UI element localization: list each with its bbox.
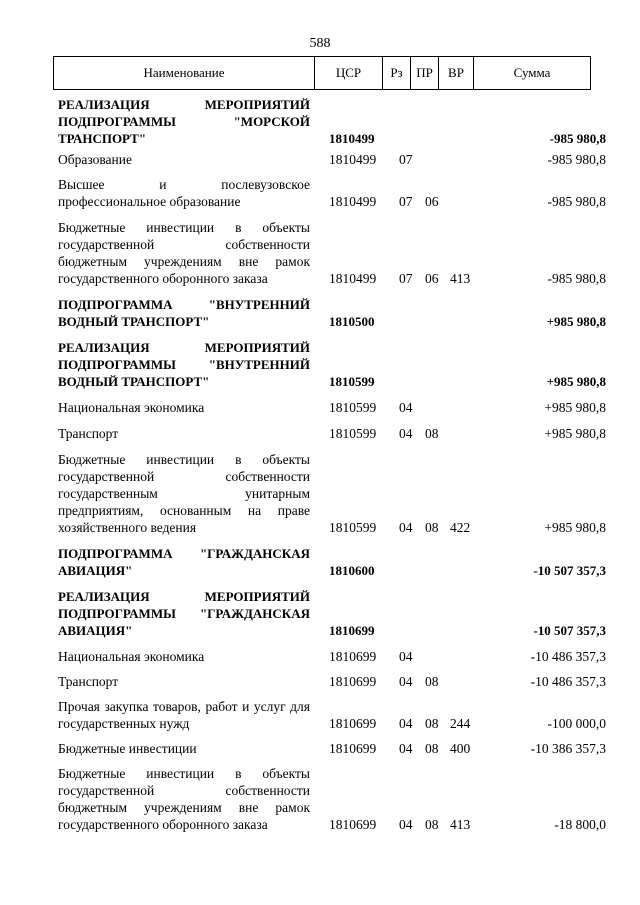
- table-row: [0, 698, 640, 732]
- row-name: Образование: [58, 152, 132, 167]
- row-name: ПОДПРОГРАММА "ГРАЖДАНСКАЯ АВИАЦИЯ": [58, 546, 310, 578]
- table-row: [0, 648, 640, 665]
- row-sum: -985 980,8: [547, 152, 606, 167]
- table-row: [0, 176, 640, 210]
- row-pr: 08: [425, 716, 439, 731]
- row-pr: 08: [425, 674, 439, 689]
- row-sum: -10 507 357,3: [533, 563, 606, 578]
- row-csr: 1810499: [329, 194, 377, 209]
- row-csr: 1810699: [329, 741, 377, 756]
- row-rz: 04: [399, 817, 413, 832]
- header-rz: Рз: [390, 65, 403, 80]
- row-name: РЕАЛИЗАЦИЯ МЕРОПРИЯТИЙ ПОДПРОГРАММЫ "ГРАЖДАНСКАЯ АВИАЦИЯ": [58, 589, 310, 638]
- row-csr: 1810599: [329, 520, 377, 535]
- row-rz: 04: [399, 674, 413, 689]
- header-csr: ЦСР: [335, 65, 362, 80]
- table-header: [53, 56, 591, 90]
- row-rz: 04: [399, 520, 413, 535]
- row-csr: 1810499: [329, 152, 377, 167]
- row-vr: 400: [450, 741, 471, 756]
- row-csr: 1810699: [329, 649, 377, 664]
- row-sum: -10 386 357,3: [530, 741, 606, 756]
- row-csr: 1810699: [329, 716, 377, 731]
- row-rz: 07: [399, 152, 413, 167]
- row-name: РЕАЛИЗАЦИЯ МЕРОПРИЯТИЙ ПОДПРОГРАММЫ "МОРСКОЙ ТРАНСПОРТ": [58, 97, 310, 146]
- row-name: Бюджетные инвестиции в объекты государственной собственности бюджетным учреждениям вне рамок государственного оборонного заказа: [58, 766, 310, 832]
- row-rz: 04: [399, 426, 413, 441]
- row-rz: 04: [399, 716, 413, 731]
- table-row: [0, 399, 640, 416]
- header-sum: Сумма: [513, 65, 551, 80]
- row-csr: 1810499: [329, 271, 377, 286]
- row-rz: 04: [399, 649, 413, 664]
- row-csr: 1810500: [329, 314, 375, 329]
- row-pr: 06: [425, 194, 439, 209]
- row-sum: -985 980,8: [547, 271, 606, 286]
- table-row: [0, 296, 640, 330]
- row-sum: -985 980,8: [549, 131, 606, 146]
- row-sum: -100 000,0: [547, 716, 606, 731]
- table-row: [0, 451, 640, 536]
- row-rz: 07: [399, 271, 413, 286]
- row-sum: -10 486 357,3: [530, 674, 606, 689]
- row-name: Бюджетные инвестиции в объекты государственной собственности бюджетным учреждениям вне рамок государственного оборонного заказа: [58, 220, 310, 286]
- row-rz: 04: [399, 741, 413, 756]
- table-row: [0, 765, 640, 833]
- row-csr: 1810499: [329, 131, 375, 146]
- page-number: 588: [309, 36, 331, 51]
- row-sum: -18 800,0: [554, 817, 606, 832]
- header-name: Наименование: [143, 65, 225, 80]
- table-row: [0, 740, 640, 757]
- row-name: Национальная экономика: [58, 649, 205, 664]
- table-row: [0, 588, 640, 639]
- row-pr: 08: [425, 741, 439, 756]
- row-pr: 08: [425, 817, 439, 832]
- row-csr: 1810699: [329, 623, 375, 638]
- row-sum: +985 980,8: [544, 426, 606, 441]
- row-vr: 413: [450, 271, 471, 286]
- row-sum: +985 980,8: [544, 520, 606, 535]
- row-csr: 1810599: [329, 374, 375, 389]
- row-csr: 1810599: [329, 400, 377, 415]
- row-csr: 1810699: [329, 817, 377, 832]
- table-body: [0, 96, 640, 833]
- row-name: РЕАЛИЗАЦИЯ МЕРОПРИЯТИЙ ПОДПРОГРАММЫ "ВНУТРЕННИЙ ВОДНЫЙ ТРАНСПОРТ": [58, 340, 310, 389]
- table-row: [0, 425, 640, 442]
- table-row: [0, 151, 640, 168]
- table-row: [0, 545, 640, 579]
- row-name: Национальная экономика: [58, 400, 205, 415]
- row-csr: 1810600: [329, 563, 375, 578]
- row-name: Бюджетные инвестиции: [58, 741, 197, 756]
- row-name: Бюджетные инвестиции в объекты государственной собственности государственным унитарным предприятиям, основанным на праве хозяйственного ведения: [58, 452, 310, 535]
- header-vr: ВР: [448, 65, 464, 80]
- row-rz: 04: [399, 400, 413, 415]
- row-pr: 08: [425, 426, 439, 441]
- row-sum: +985 980,8: [544, 400, 606, 415]
- row-name: ПОДПРОГРАММА "ВНУТРЕННИЙ ВОДНЫЙ ТРАНСПОРТ": [58, 297, 310, 329]
- row-pr: 08: [425, 520, 439, 535]
- row-name: Высшее и послевузовское профессиональное образование: [58, 177, 310, 209]
- row-sum: +985 980,8: [546, 314, 606, 329]
- table-row: [0, 339, 640, 390]
- row-name: Прочая закупка товаров, работ и услуг для государственных нужд: [58, 699, 310, 731]
- row-sum: -10 486 357,3: [530, 649, 606, 664]
- row-sum: -985 980,8: [547, 194, 606, 209]
- row-pr: 06: [425, 271, 439, 286]
- row-csr: 1810599: [329, 426, 377, 441]
- row-rz: 07: [399, 194, 413, 209]
- row-name: Транспорт: [58, 674, 119, 689]
- row-sum: -10 507 357,3: [533, 623, 606, 638]
- row-csr: 1810699: [329, 674, 377, 689]
- row-vr: 413: [450, 817, 471, 832]
- row-name: Транспорт: [58, 426, 119, 441]
- table-row: [0, 96, 640, 147]
- row-sum: +985 980,8: [546, 374, 606, 389]
- row-vr: 244: [450, 716, 471, 731]
- row-vr: 422: [450, 520, 471, 535]
- table-row: [0, 219, 640, 287]
- header-pr: ПР: [416, 65, 433, 80]
- table-row: [0, 673, 640, 690]
